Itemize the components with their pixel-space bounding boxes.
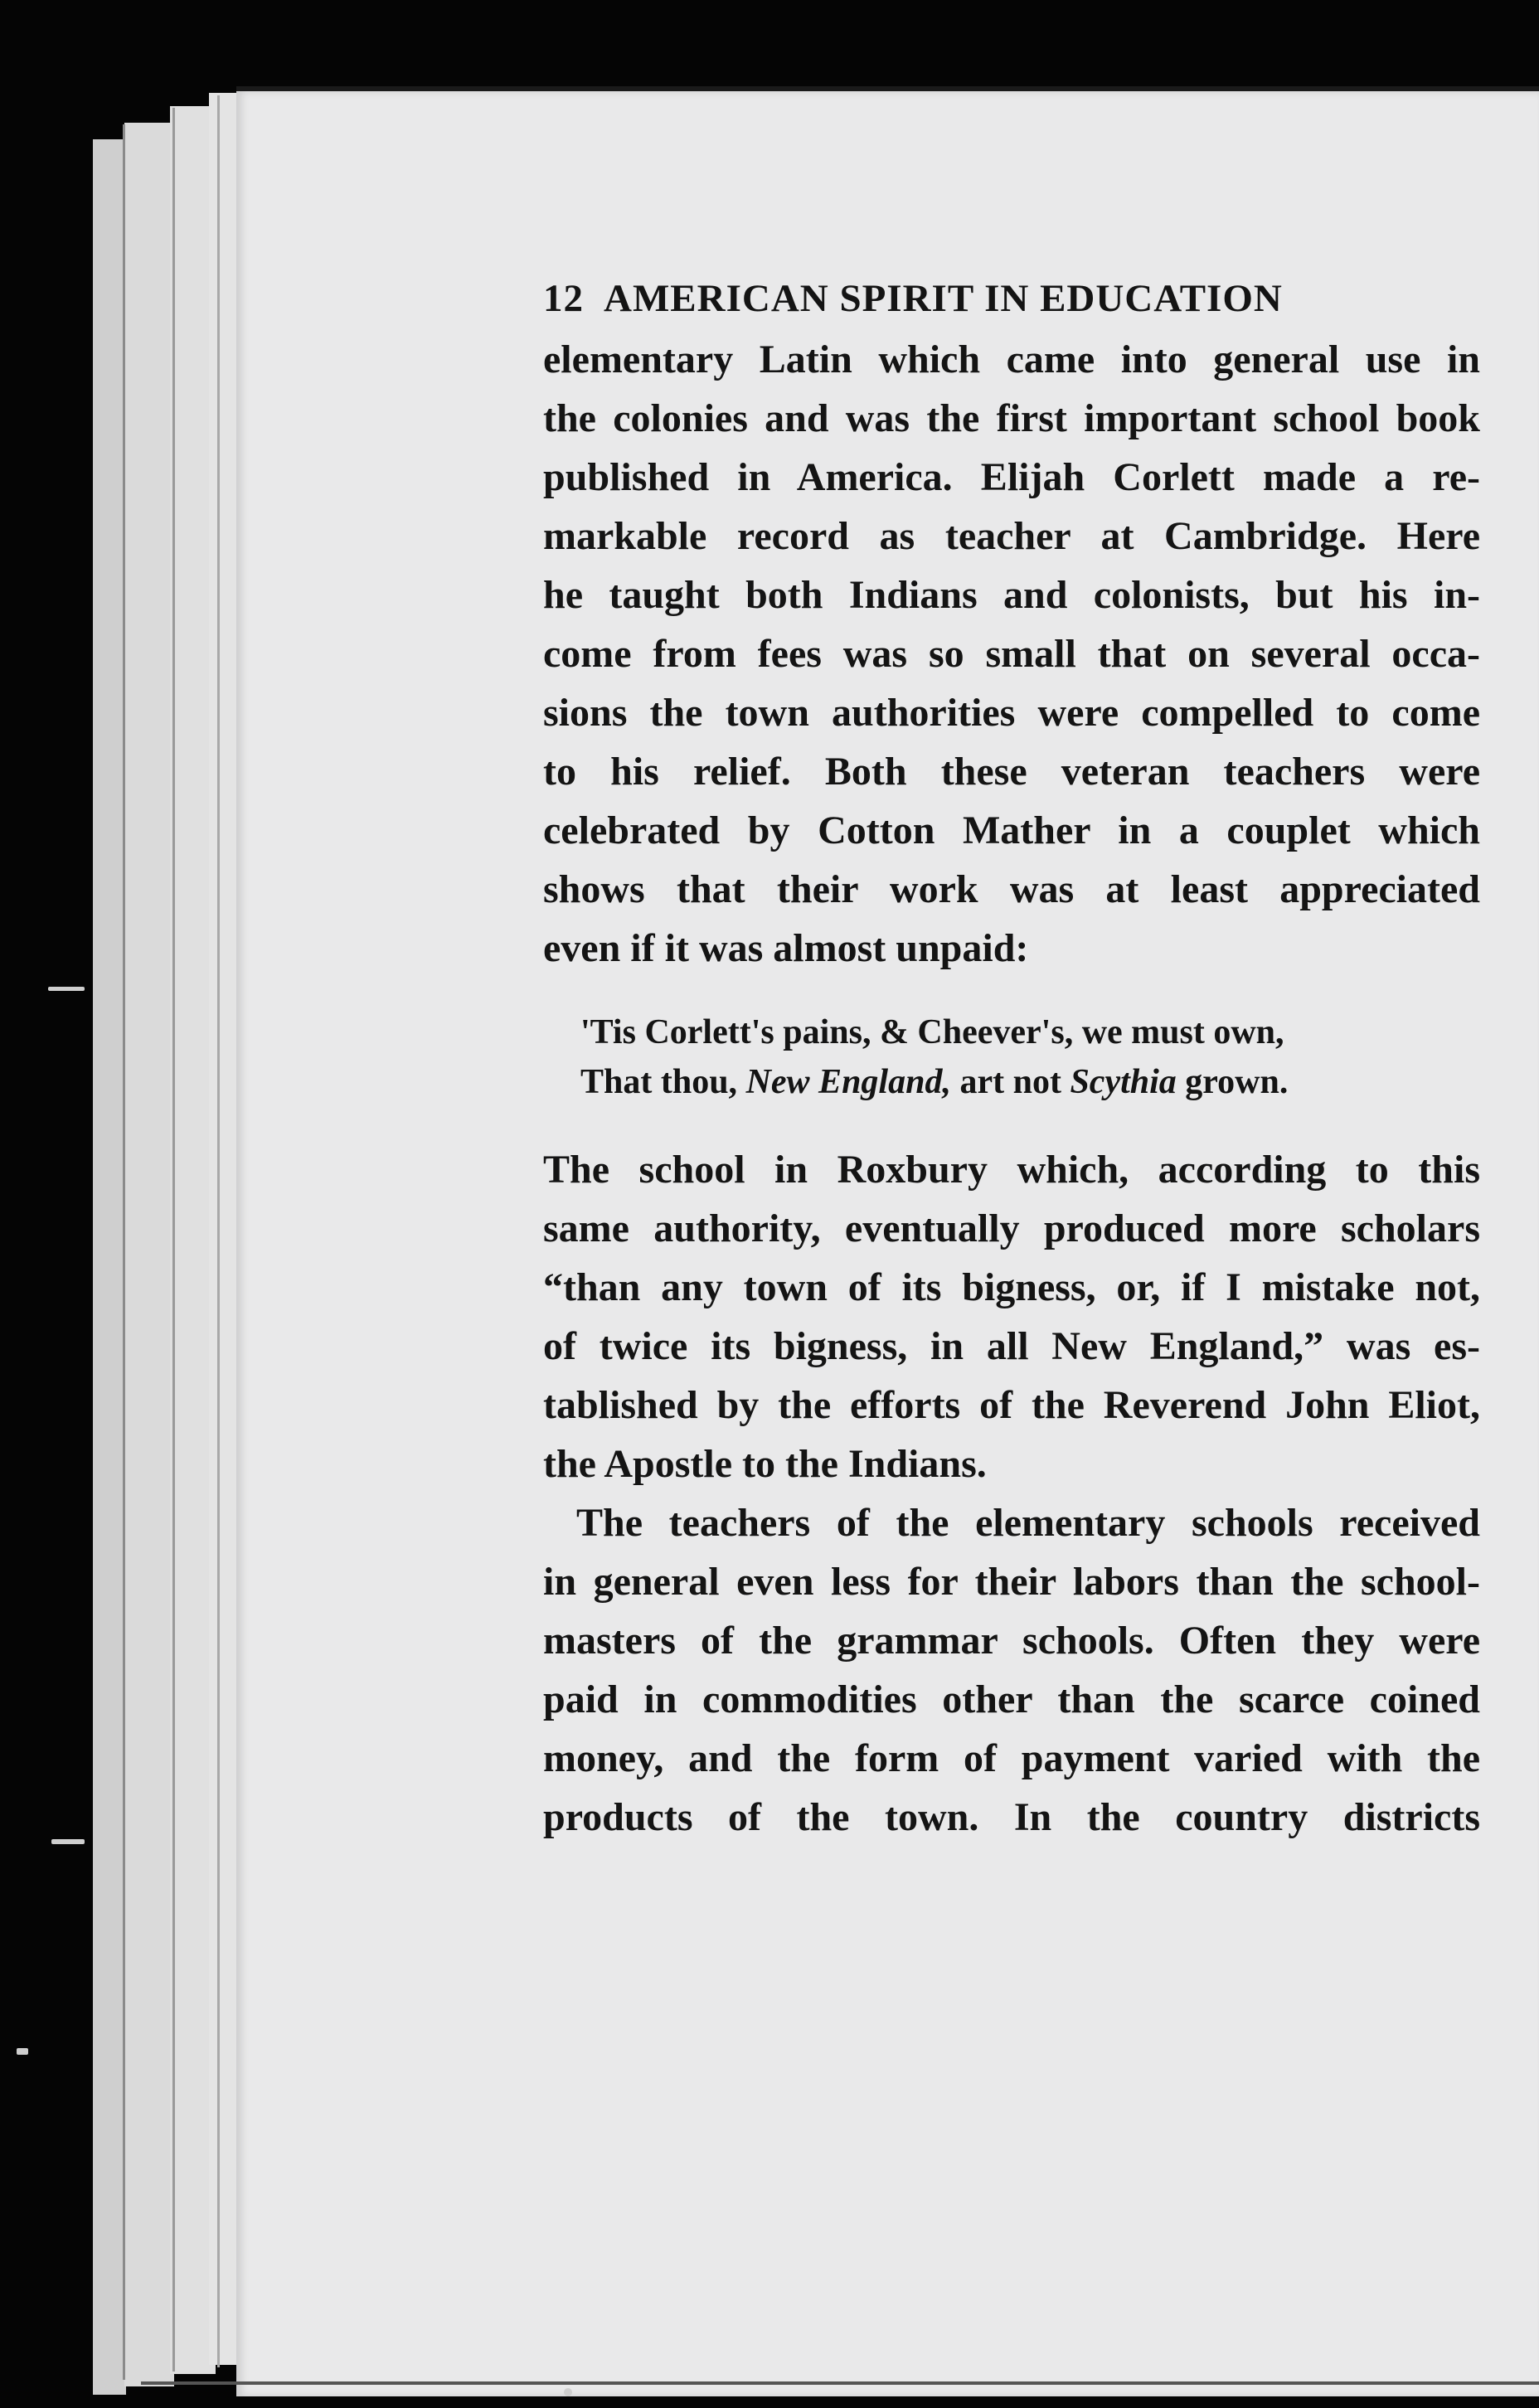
text-line: paid in commodities other than the scarce coined <box>543 1677 1480 1721</box>
couplet-italic: Scythia <box>1070 1063 1177 1101</box>
text-line: sions the town authorities were compelled to come <box>543 691 1480 735</box>
page-edge-line <box>217 95 220 2367</box>
text-line: in general even less for their labors than the school- <box>543 1560 1480 1604</box>
text-line: even if it was almost unpaid: <box>543 926 1029 970</box>
paragraph-3 <box>543 1493 1480 1847</box>
page-edge-line <box>172 108 175 2372</box>
text-line: of twice its bigness, in all New England,” was es- <box>543 1324 1480 1368</box>
page-text <box>543 249 1480 1847</box>
text-line: published in America. Elijah Corlett made a re- <box>543 455 1480 499</box>
text-line: the Apostle to the Indians. <box>543 1442 987 1486</box>
page-edge <box>93 139 126 2395</box>
scan-speck <box>17 2048 28 2055</box>
couplet-quote <box>580 1007 1480 1107</box>
text-line: The teachers of the elementary schools received <box>576 1501 1480 1545</box>
text-line: markable record as teacher at Cambridge. Here <box>543 514 1480 558</box>
text-line: to his relief. Both these veteran teachers were <box>543 750 1480 794</box>
text-line: the colonies and was the first important school book <box>543 396 1480 440</box>
page-number: 12 <box>543 277 584 320</box>
text-line: celebrated by Cotton Mather in a couplet which <box>543 808 1480 852</box>
text-line: masters of the grammar schools. Often they were <box>543 1619 1480 1663</box>
text-line: elementary Latin which came into general use in <box>543 337 1480 381</box>
running-title: AMERICAN SPIRIT IN EDUCATION <box>604 277 1283 320</box>
text-line: come from fees was so small that on several occa- <box>543 632 1480 676</box>
page-bottom-edge <box>141 2381 1539 2385</box>
scan-speck <box>48 987 85 991</box>
couplet-text: That thou, <box>580 1063 746 1101</box>
paragraph-2 <box>543 1140 1480 1493</box>
page-edge-line <box>123 124 125 2380</box>
page-edge <box>124 123 174 2386</box>
scan-speck <box>51 1839 85 1844</box>
scan-speck <box>564 2388 572 2396</box>
text-line: “than any town of its bigness, or, if I mistake not, <box>543 1265 1480 1309</box>
text-line: shows that their work was at least appreciated <box>543 867 1480 911</box>
text-line: he taught both Indians and colonists, but his in- <box>543 573 1480 617</box>
text-line: same authority, eventually produced more scholars <box>543 1206 1480 1250</box>
page-top-edge <box>236 86 1539 91</box>
text-line: tablished by the efforts of the Reverend John Eliot, <box>543 1383 1480 1427</box>
text-line: money, and the form of payment varied with the <box>543 1736 1480 1780</box>
paragraph-1 <box>543 330 1480 978</box>
couplet-text: grown. <box>1176 1063 1289 1101</box>
couplet-line-1: 'Tis Corlett's pains, & Cheever's, we must own, <box>580 1013 1284 1051</box>
text-line: The school in Roxbury which, according to this <box>543 1148 1480 1192</box>
couplet-text: art not <box>950 1063 1071 1101</box>
couplet-line-2 <box>580 1057 1480 1107</box>
couplet-italic: New England, <box>745 1063 951 1101</box>
text-line: products of the town. In the country districts <box>543 1795 1480 1839</box>
running-head <box>543 274 1480 323</box>
